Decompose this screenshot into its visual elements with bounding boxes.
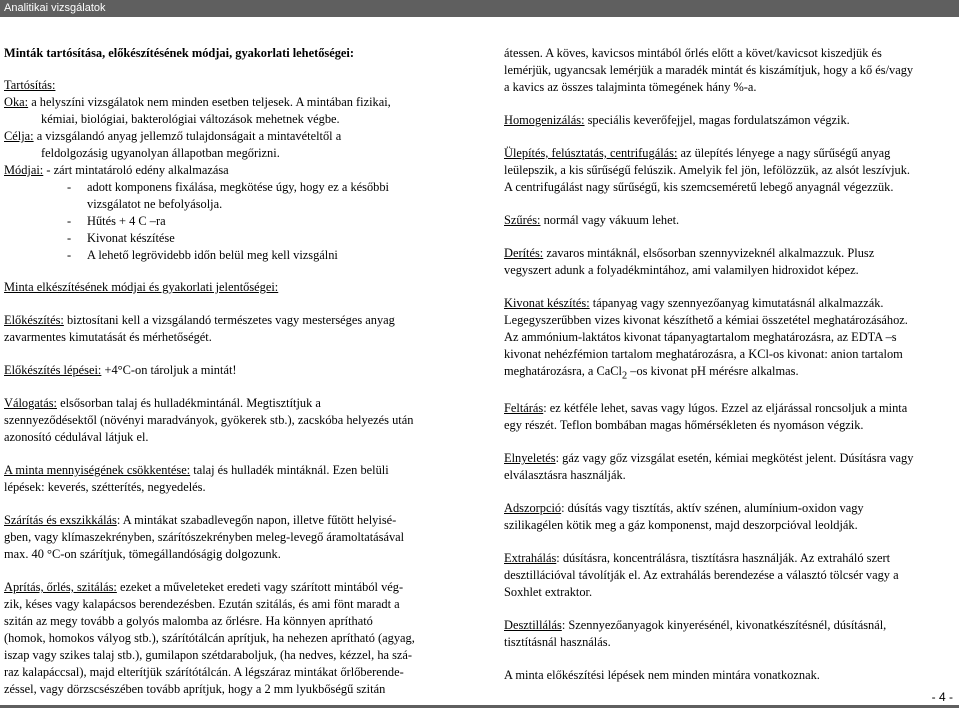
para-homogenizalas: Homogenizálás: speciális keverőfejjel, magas fordulatszámon végzik.: [504, 113, 850, 127]
para-ulepites: Ülepítés, felúsztatás, centrifugálás: az ülepítés lényege a nagy sűrűségű anyag leülepszik, a kis sűrűségű felúszik. Amelyik fel jön, lefölözzük, az alsót leszívjuk. A centrifugálást nagy sűrűségű, kis szemcseméretű lebegő anyagnál végezzük.: [504, 146, 911, 194]
para-elnyeletes: Elnyeletés: gáz vagy gőz vizsgálat esetén, kémiai megkötést jelent. Dúsításra vagy elválasztásra használják.: [504, 451, 914, 483]
list-item: - Hűtés + 4 C –ra: [67, 214, 166, 228]
para-szaritas: Szárítás és exszikkálás: A mintákat szabadlevegőn napon, illetve fűtött helyisé- gben, vagy klímaszekrényben, szárítószekrényben meleg-levegő áramoltatásával max. 40 °C-on szárítjuk, tömegállandóságig dolgozunk.: [4, 513, 405, 561]
right-column: [504, 45, 954, 692]
para-elokeszites: Előkészítés: biztosítani kell a vizsgálandó természetes vagy mesterséges anyag zavarmentes kimutatását és mérhetőségét.: [4, 313, 395, 344]
header-title: Analitikai vizsgálatok: [4, 2, 106, 14]
para-celja-cont: feldolgozásig ugyanolyan állapotban megőrizni.: [41, 146, 280, 160]
para-valogatas: Válogatás: elsősorban talaj és hulladékmintánál. Megtisztítjuk a szennyeződésektől (növényi maradványok, gyökerek stb.), zacskóba helyezés után azonosító cédulával látjuk el.: [4, 396, 414, 444]
para-adszorpcio: Adszorpció: dúsítás vagy tisztítás, aktív szénen, alumínium-oxidon vagy szilikagélen kötik meg a gáz komponenst, majd deszorpcióval leoldják.: [504, 501, 864, 533]
para-continuation: átessen. A köves, kavicsos mintából őrlés előtt a követ/kavicsot kiszedjük és lemérjük, ugyancsak lemérjük a maradék mintát és kiszámítjuk, hogy a kő és/vagy a kavics az összes talajminta tömegének hány %-a.: [504, 46, 914, 94]
para-oka: Oka: a helyszíni vizsgálatok nem minden esetben teljesek. A mintában fizikai,: [4, 95, 391, 109]
para-lepesei: Előkészítés lépései: +4°C-on tároljuk a mintát!: [4, 363, 237, 377]
para-apritas: Aprítás, őrlés, szitálás: ezeket a műveleteket eredeti vagy szárított mintából vég- zik, késes vagy kalapácsos berendezésben. Ezután szitálás, és ami fönt maradt a szitán az megy tovább a golyós malomba az őrlésre. Ha könnyen aprítható (homok, homokos vályog stb.), szárítótálcán aprítjuk, ha nehezen aprítható (agyag, iszap vagy szikes talaj stb.), gumilapon szétdaraboljuk, (ha nedves, kézzel, ha szá- raz kalapáccsal), majd elterítjük szárítótálcán. A légszáraz mintákat őrlőberende- zéssel, vagy dörzscsészében tovább aprítjuk, hogy a 2 mm lyukbőségű szitán: [4, 580, 415, 696]
para-mennyiseg: A minta mennyiségének csökkentése: talaj és hulladék mintáknál. Ezen belüli lépések: keverés, szétterítés, negyedelés.: [4, 463, 389, 494]
para-kivonat: Kivonat készítés: tápanyag vagy szennyezőanyag kimutatásnál alkalmazzák. Legegyszerűbben vizes kivonat készíthető a kémiai összetétel meghatározásához. Az ammónium-laktátos kivonat tápanyagtartalom meghatározásra, az EDTA –s kivonat nehézfémion tartalom meghatározásra, a KCl-os kivonat: anion tartalom meghatározásra, a CaCl$_2$ –os kivonat pH mérésre alkalmas.: [504, 296, 908, 382]
para-derites: Derítés: zavaros mintáknál, elsősorban szennyvizeknél alkalmazzuk. Plusz vegyszert adunk a folyadékmintához, ami valamilyen hidroxidot képez.: [504, 246, 875, 277]
label-tartositas: Tartósítás:: [4, 78, 56, 92]
footer-rule: [0, 705, 959, 708]
section-heading: Minták tartósítása, előkészítésének módjai, gyakorlati lehetőségei:: [4, 46, 354, 60]
para-extrahalas: Extrahálás: dúsításra, koncentrálásra, tisztításra használják. Az extraháló szert desztillációval távolítják el. Az extrahálás berendezése a választó tölcsér vagy a Soxhlet extraktor.: [504, 551, 899, 600]
subsection-title: Minta elkészítésének módjai és gyakorlati jelentőségei:: [4, 280, 279, 294]
para-szures: Szűrés: normál vagy vákuum lehet.: [504, 213, 680, 227]
left-column: [4, 45, 442, 706]
para-celja: Célja: a vizsgálandó anyag jellemző tulajdonságait a mintavételtől a: [4, 129, 342, 143]
para-final: A minta előkészítési lépések nem minden mintára vonatkoznak.: [504, 668, 820, 683]
para-oka-cont: kémiai, biológiai, bakterológiai változások mehetnek végbe.: [41, 112, 340, 126]
para-desztillalas: Desztillálás: Szennyezőanyagok kinyerésénél, kivonatkészítésnél, dúsításnál, tisztításnál használás.: [504, 618, 887, 650]
list-item: - A lehető legrövidebb időn belül meg kell vizsgálni: [67, 248, 338, 262]
running-header: [0, 0, 959, 17]
para-feltaras: Feltárás: ez kétféle lehet, savas vagy lúgos. Ezzel az eljárással roncsoljuk a minta egy részét. Teflon bombában magas hőmérsékleten és nyomáson végzik.: [504, 401, 908, 433]
list-item: - adott komponens fixálása, megkötése úgy, hogy ez a későbbi vizsgálatot ne befolyásolja.: [67, 180, 390, 211]
page-number: - 4 -: [931, 690, 953, 704]
para-modjai: Módjai: - zárt mintatároló edény alkalmazása: [4, 163, 229, 177]
list-item: - Kivonat készítése: [67, 231, 175, 245]
